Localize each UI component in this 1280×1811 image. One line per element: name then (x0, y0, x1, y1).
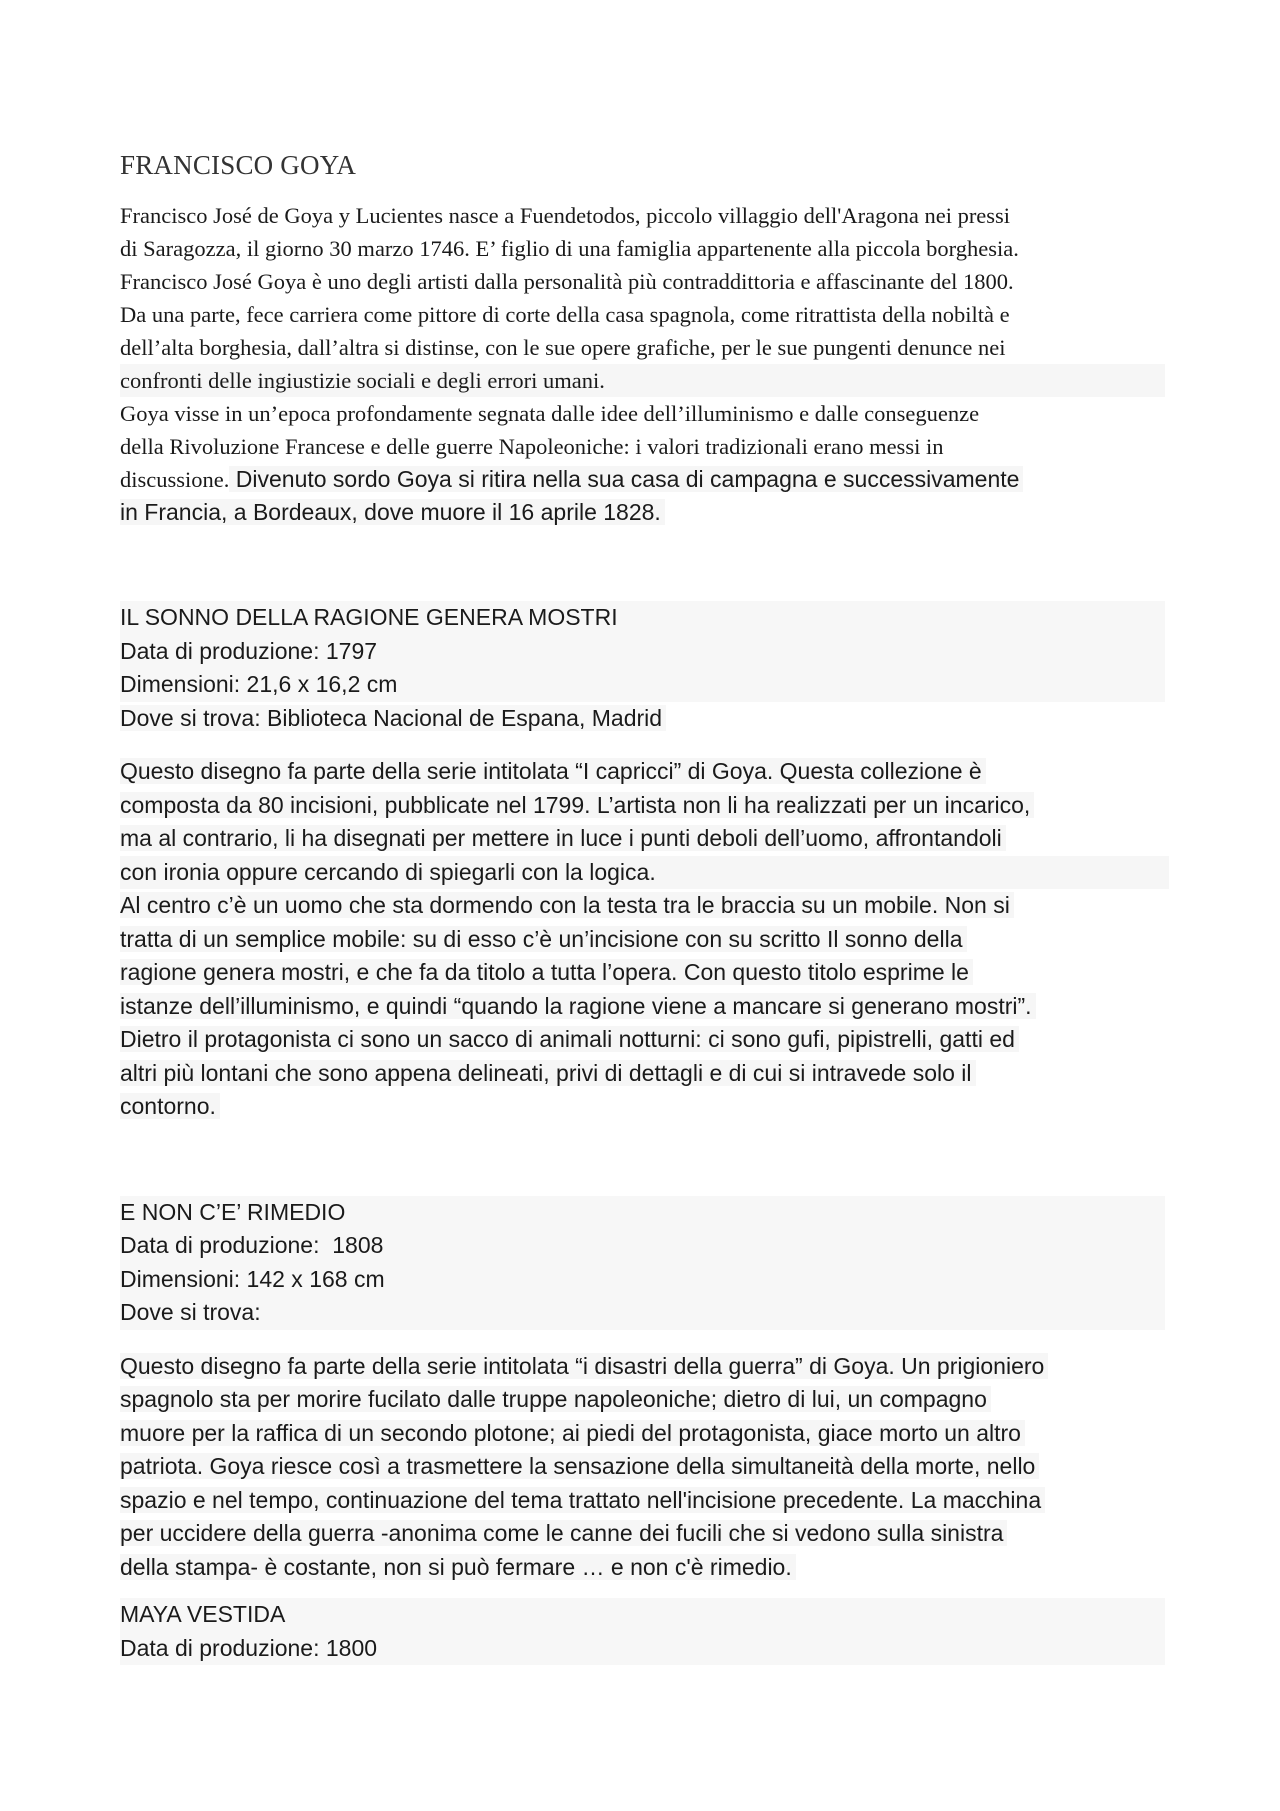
section-meta (120, 601, 1165, 735)
body-line: istanze dell’illuminismo, e quindi “quando la ragione viene a mancare si generano mostri”. (120, 990, 1165, 1024)
section-e-non-ce-rimedio (120, 1196, 1165, 1585)
body-line: della stampa- è costante, non si può fermare … e non c'è rimedio. (120, 1551, 1165, 1585)
body-line: composta da 80 incisioni, pubblicate nel 1799. L’artista non li ha realizzati per un incarico, (120, 789, 1165, 823)
body-line: per uccidere della guerra -anonima come le canne dei fucili che si vedono sulla sinistra (120, 1517, 1165, 1551)
body-line: Al centro c’è un uomo che sta dormendo con la testa tra le braccia su un mobile. Non si (120, 889, 1165, 923)
intro-line: della Rivoluzione Francese e delle guerre Napoleoniche: i valori tradizionali erano messi in (120, 434, 944, 459)
section-meta (120, 1196, 1165, 1330)
section-heading: IL SONNO DELLA RAGIONE GENERA MOSTRI (120, 604, 618, 630)
production-date: Data di produzione: 1797 (120, 637, 378, 664)
body-line: spazio e nel tempo, continuazione del tema trattato nell'incisione precedente. La macchina (120, 1484, 1165, 1518)
production-date: Data di produzione: 1800 (120, 1634, 378, 1661)
section-body (120, 1350, 1165, 1585)
body-line: ma al contrario, li ha disegnati per mettere in luce i punti deboli dell’uomo, affrontandoli (120, 822, 1165, 856)
body-line: spagnolo sta per morire fucilato dalle truppe napoleoniche; dietro di lui, un compagno (120, 1383, 1165, 1417)
intro-line: confronti delle ingiustizie sociali e degli errori umani. (120, 364, 1165, 397)
body-line: patriota. Goya riesce così a trasmettere la sensazione della simultaneità della morte, nello (120, 1450, 1165, 1484)
section-il-sonno (120, 601, 1165, 1124)
body-line: muore per la raffica di un secondo plotone; ai piedi del protagonista, giace morto un altro (120, 1417, 1165, 1451)
body-line: tratta di un semplice mobile: su di esso c’è un’incisione con su scritto Il sonno della (120, 923, 1165, 957)
section-maya-vestida (120, 1598, 1165, 1665)
body-line: contorno. (120, 1090, 1165, 1124)
intro-line: Francisco José de Goya y Lucientes nasce a Fuendetodos, piccolo villaggio dell'Aragona nei pressi (120, 203, 1011, 228)
body-line: ragione genera mostri, e che fa da titolo a tutta l’opera. Con questo titolo esprime le (120, 956, 1165, 990)
intro-last-line: in Francia, a Bordeaux, dove muore il 16 aprile 1828. (120, 496, 1165, 529)
section-heading: E NON C’E’ RIMEDIO (120, 1198, 346, 1225)
dimensions: Dimensioni: 21,6 x 16,2 cm (120, 671, 398, 697)
document-content (120, 150, 1165, 1665)
body-line: altri più lontani che sono appena delineati, privi di dettagli e di cui si intravede solo il (120, 1057, 1165, 1091)
body-line: Questo disegno fa parte della serie intitolata “I capricci” di Goya. Questa collezione è (120, 755, 1165, 789)
intro-line: Da una parte, fece carriera come pittore di corte della casa spagnola, come ritrattista della nobiltà e (120, 302, 1010, 327)
intro-line: dell’alta borghesia, dall’altra si distinse, con le sue opere grafiche, per le sue pungenti denunce nei (120, 335, 1006, 360)
body-line: con ironia oppure cercando di spiegarli con la logica. (120, 856, 1165, 890)
dimensions: Dimensioni: 142 x 168 cm (120, 1265, 385, 1292)
location: Dove si trova: Biblioteca Nacional de Espana, Madrid (120, 702, 1165, 736)
intro-line: Francisco José Goya è uno degli artisti dalla personalità più contraddittoria e affascinante del 1800. (120, 269, 1014, 294)
section-body (120, 755, 1165, 1124)
location: Dove si trova: (120, 1299, 261, 1325)
intro-line: di Saragozza, il giorno 30 marzo 1746. E’ figlio di una famiglia appartenente alla piccola borghesia. (120, 236, 1019, 261)
document-title: FRANCISCO GOYA (120, 150, 357, 180)
production-date: Data di produzione: 1808 (120, 1232, 384, 1258)
body-line: Dietro il protagonista ci sono un sacco di animali notturni: ci sono gufi, pipistrelli, gatti ed (120, 1023, 1165, 1057)
section-heading: MAYA VESTIDA (120, 1601, 286, 1627)
section-meta (120, 1598, 1165, 1665)
body-line: Questo disegno fa parte della serie intitolata “i disastri della guerra” di Goya. Un prigioniero (120, 1350, 1165, 1384)
intro-paragraph (120, 199, 1165, 529)
intro-line: Goya visse in un’epoca profondamente segnata dalle idee dell’illuminismo e dalle conseguenze (120, 401, 980, 426)
intro-mixed-line: discussione. Divenuto sordo Goya si ritira nella sua casa di campagna e successivamente (120, 463, 1165, 496)
